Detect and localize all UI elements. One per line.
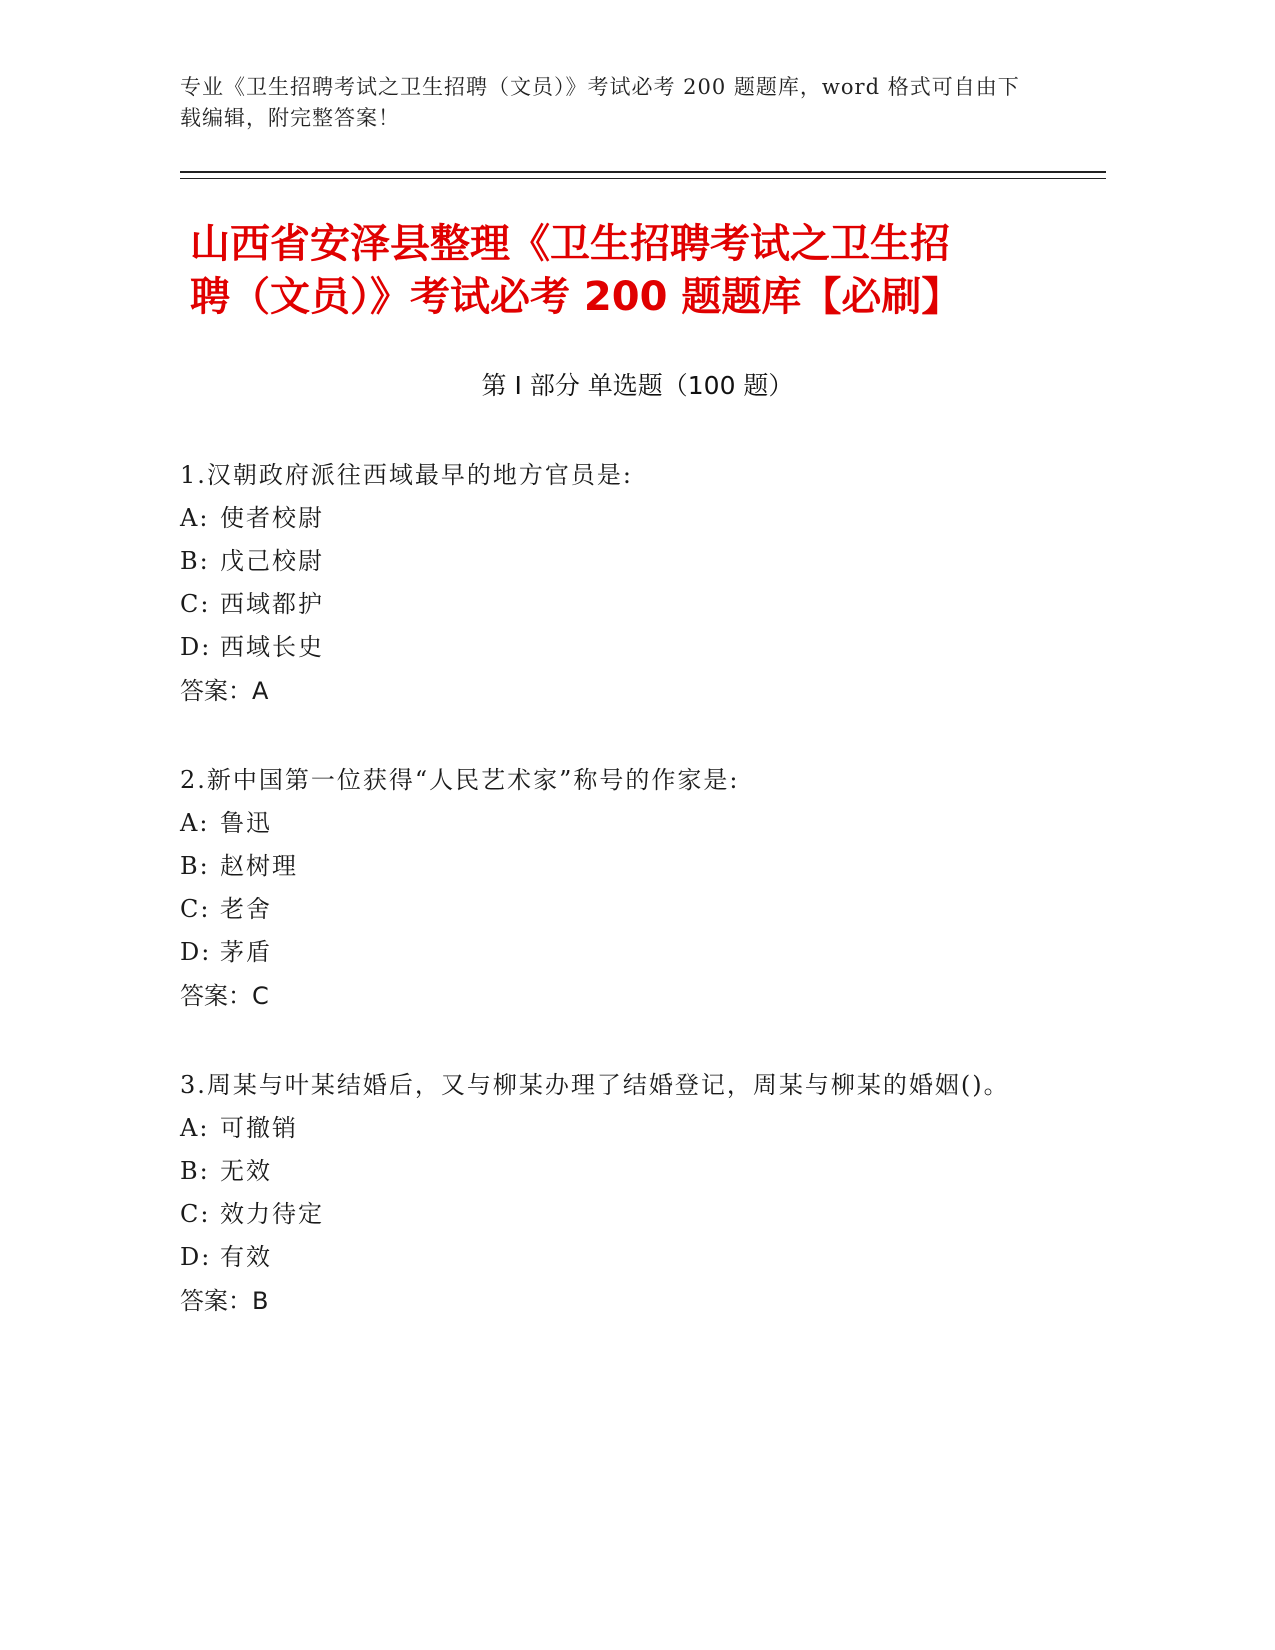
option-text: 老舍 <box>220 895 272 923</box>
option-key: B: <box>180 1157 210 1185</box>
answer-label: 答案： <box>180 982 252 1010</box>
question-2 <box>180 759 1040 1018</box>
option-d <box>180 626 1040 669</box>
answer-line <box>180 1279 1040 1323</box>
option-text: 无效 <box>220 1157 272 1185</box>
option-a <box>180 1107 1040 1150</box>
document-title <box>190 218 1090 324</box>
option-key: C: <box>180 590 211 618</box>
option-key: D: <box>180 938 212 966</box>
option-b <box>180 845 1040 888</box>
option-key: A: <box>180 1114 210 1142</box>
answer-value: C <box>252 982 269 1010</box>
option-c <box>180 888 1040 931</box>
question-1 <box>180 454 1040 713</box>
option-c <box>180 583 1040 626</box>
question-stem: 1.汉朝政府派往西域最早的地方官员是: <box>180 461 633 489</box>
question-stem: 3.周某与叶某结婚后，又与柳某办理了结婚登记，周某与柳某的婚姻()。 <box>180 1071 1010 1099</box>
answer-value: B <box>252 1287 269 1315</box>
option-text: 戊己校尉 <box>220 547 324 575</box>
option-key: D: <box>180 633 212 661</box>
option-key: C: <box>180 1200 211 1228</box>
option-c <box>180 1193 1040 1236</box>
answer-label: 答案： <box>180 677 252 705</box>
answer-value: A <box>252 677 269 705</box>
option-text: 赵树理 <box>220 852 298 880</box>
option-key: B: <box>180 547 210 575</box>
header-note: 专业《卫生招聘考试之卫生招聘（文员）》考试必考 200 题题库，word 格式可自由下载编辑，附完整答案！ <box>180 75 1020 130</box>
option-key: C: <box>180 895 211 923</box>
option-key: B: <box>180 852 210 880</box>
option-a <box>180 802 1040 845</box>
option-text: 可撤销 <box>220 1114 298 1142</box>
option-b <box>180 1150 1040 1193</box>
document-title-line-1: 山西省安泽县整理《卫生招聘考试之卫生招 <box>190 221 950 267</box>
option-text: 鲁迅 <box>220 809 272 837</box>
header-rule-thick <box>180 171 1106 173</box>
option-text: 效力待定 <box>220 1200 324 1228</box>
question-list <box>180 454 1040 1369</box>
option-text: 茅盾 <box>220 938 272 966</box>
option-text: 使者校尉 <box>220 504 324 532</box>
question-3 <box>180 1064 1040 1323</box>
option-text: 西域长史 <box>220 633 324 661</box>
option-key: A: <box>180 504 210 532</box>
question-stem: 2.新中国第一位获得“人民艺术家”称号的作家是: <box>180 766 740 794</box>
option-key: D: <box>180 1243 212 1271</box>
answer-label: 答案： <box>180 1287 252 1315</box>
answer-line <box>180 974 1040 1018</box>
document-title-line-2: 聘（文员）》考试必考 200 题题库【必刷】 <box>190 274 962 320</box>
header-rule-thin <box>180 178 1106 179</box>
option-text: 有效 <box>220 1243 272 1271</box>
option-d <box>180 931 1040 974</box>
answer-line <box>180 669 1040 713</box>
option-text: 西域都护 <box>220 590 324 618</box>
option-d <box>180 1236 1040 1279</box>
option-b <box>180 540 1040 583</box>
option-a <box>180 497 1040 540</box>
section-title: 第 I 部分 单选题（100 题） <box>481 371 794 400</box>
option-key: A: <box>180 809 210 837</box>
